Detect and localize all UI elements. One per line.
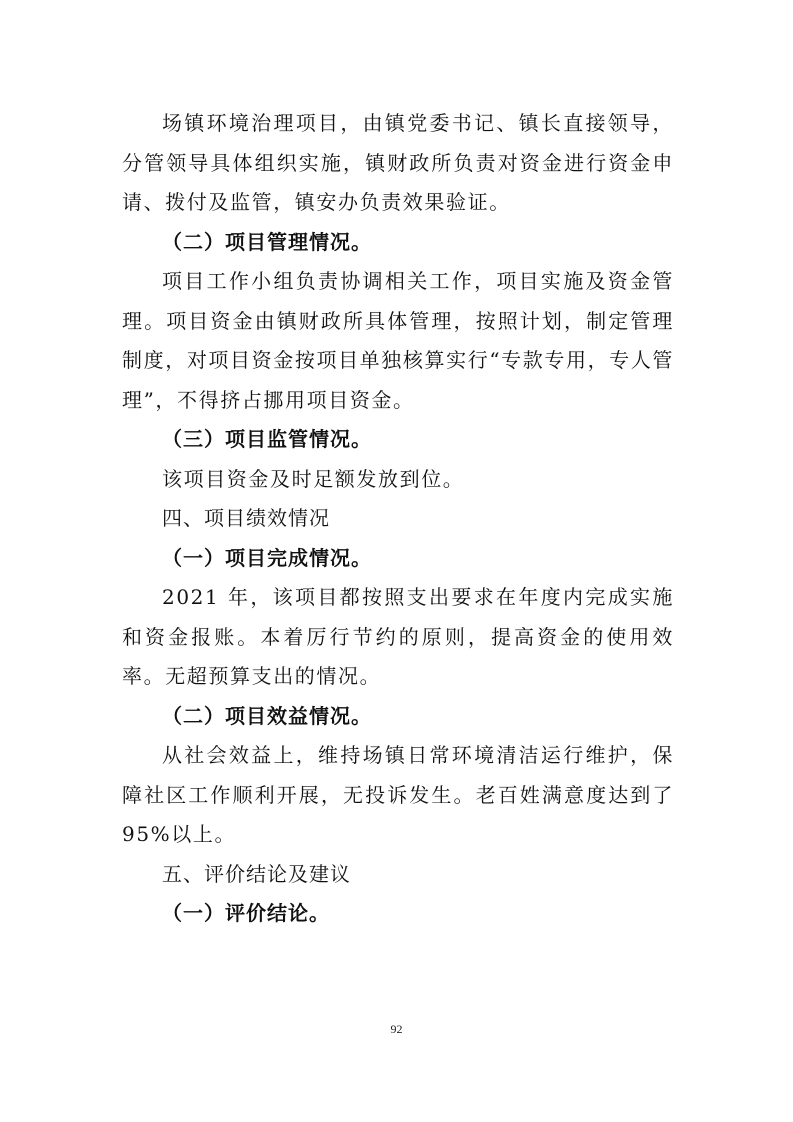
paragraph-project-supervision: 该项目资金及时足额发放到位。 [162,466,465,491]
page-number: 92 [390,1022,403,1036]
paragraph-project-benefit: 从社会效益上，维持场镇日常环境清洁运行维护，保障社区工作顺利开展，无投诉发生。老百姓满意度达到了 95%以上。 [122,743,674,846]
section-title-performance: 四、项目绩效情况 [162,506,330,530]
section-title-conclusion: 五、评价结论及建议 [162,861,351,886]
heading-evaluation-conclusion: （一）评价结论。 [162,901,330,925]
document-body [122,104,674,934]
heading-project-completion: （一）项目完成情况。 [162,545,372,570]
paragraph-project-management: 项目工作小组负责协调相关工作，项目实施及资金管理。项目资金由镇财政所具体管理，按照计划，制定管理制度，对项目资金按项目单独核算实行“专款专用，专人管理”，不得挤占挪用项目资金。 [122,269,674,412]
paragraph-project-leadership: 场镇环境治理项目，由镇党委书记、镇长直接领导，分管领导具体组织实施，镇财政所负责对资金进行资金申请、拨付及监管，镇安办负责效果验证。 [122,111,674,214]
heading-project-supervision: （三）项目监管情况。 [162,427,372,451]
heading-project-management: （二）项目管理情况。 [162,229,372,254]
heading-project-benefit: （二）项目效益情况。 [162,703,372,728]
paragraph-project-completion: 2021 年，该项目都按照支出要求在年度内完成实施和资金报账。本着厉行节约的原则，提高资金的使用效率。无超预算支出的情况。 [122,585,674,688]
